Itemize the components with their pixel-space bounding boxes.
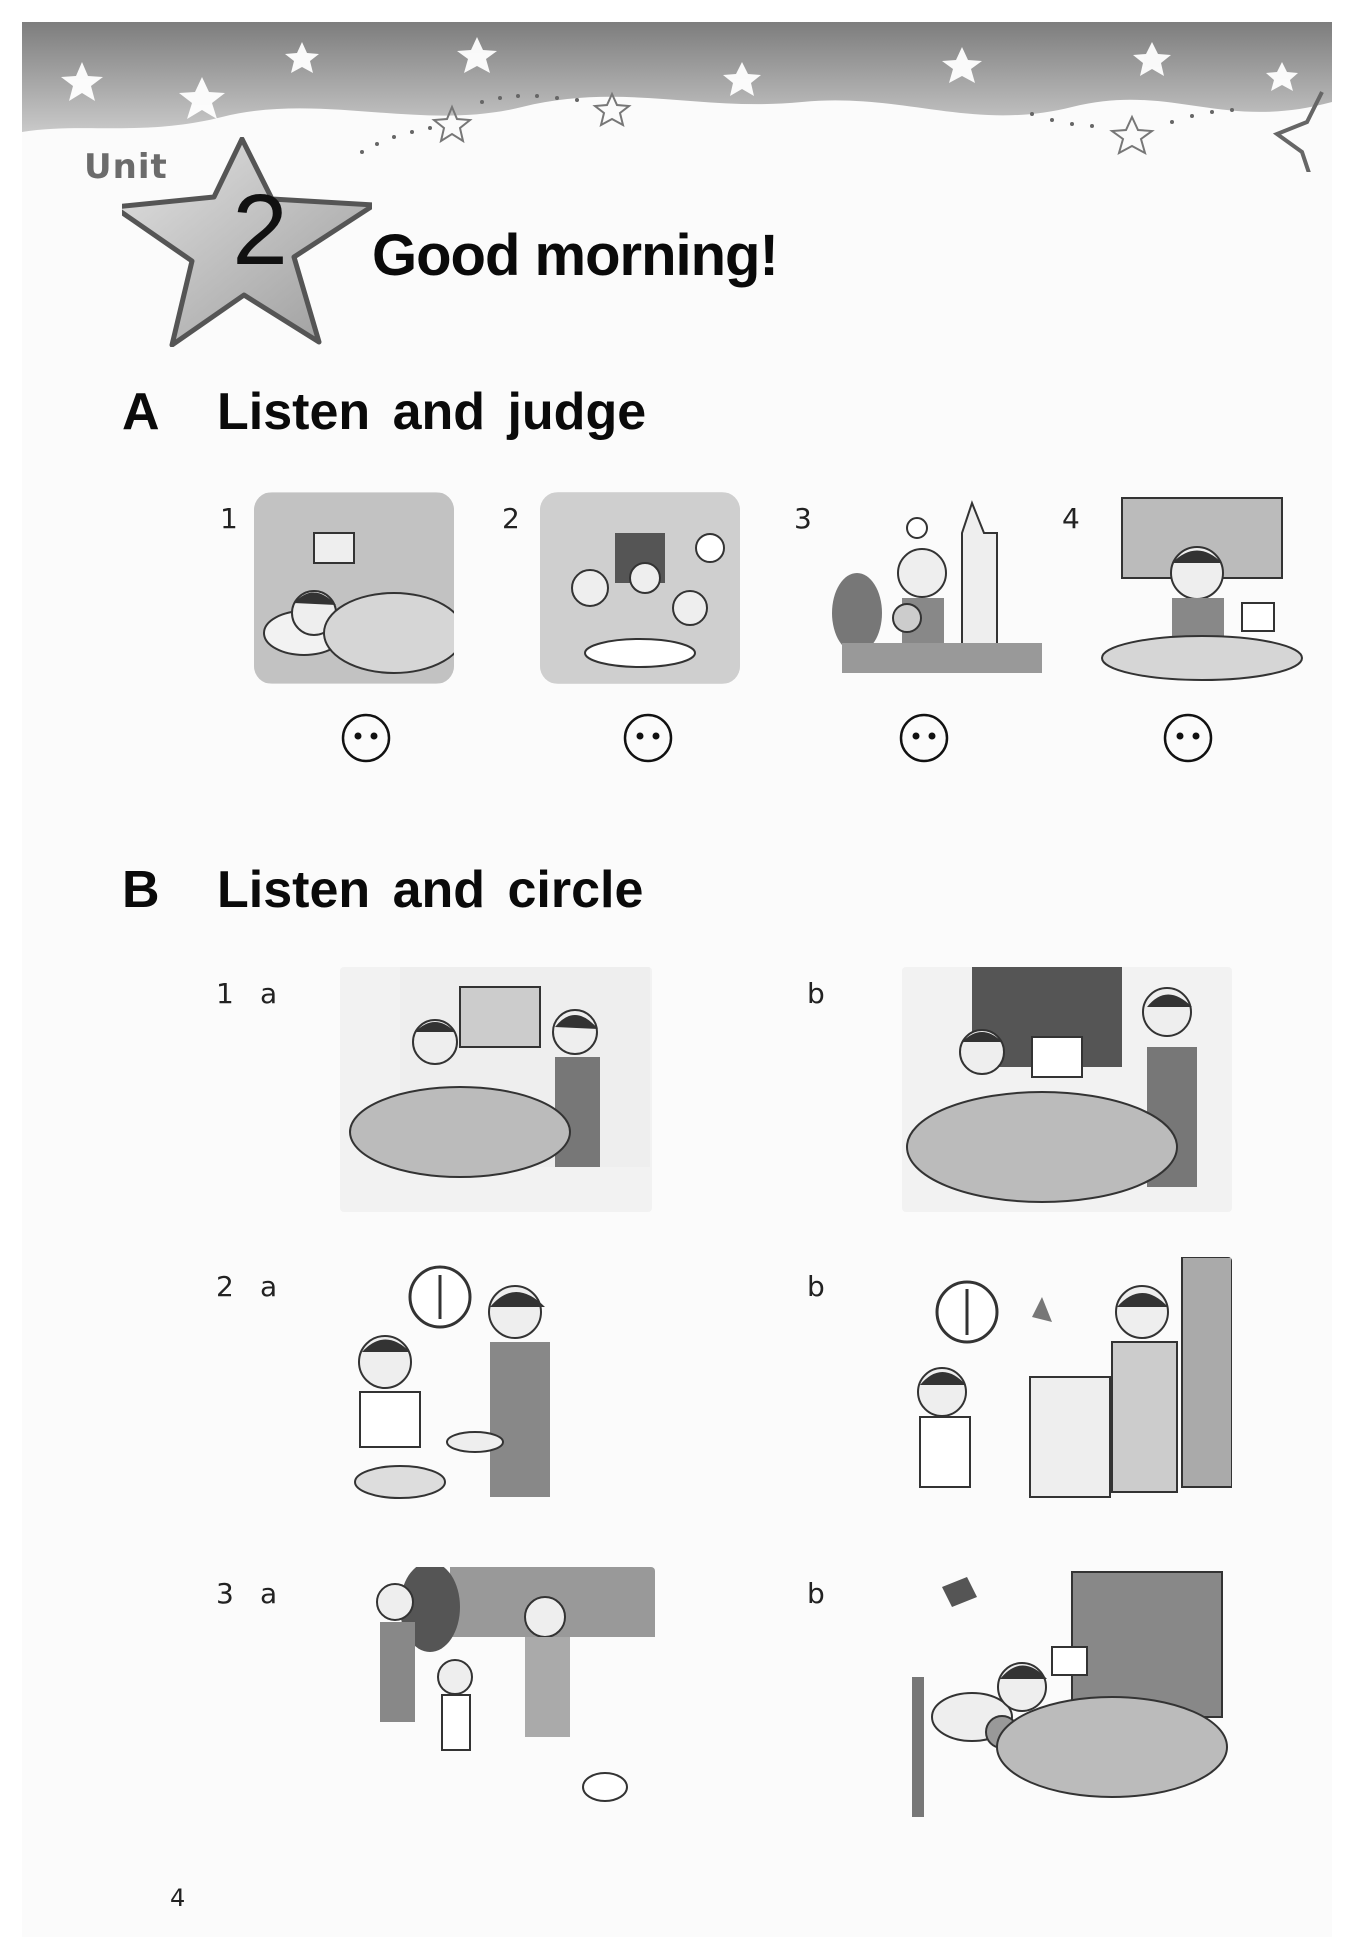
- page-title: Good morning!: [372, 223, 778, 288]
- item-number: 4: [1062, 502, 1080, 535]
- picture-sleeping-child: [254, 492, 454, 684]
- picture-girl-outdoors: [822, 492, 1054, 684]
- item-number: 1: [216, 977, 234, 1010]
- option-a-label[interactable]: a: [260, 1270, 278, 1303]
- picture-2b[interactable]: [902, 1257, 1232, 1502]
- picture-family-dinner: [540, 492, 740, 684]
- picture-2a[interactable]: [340, 1257, 610, 1502]
- section-b-title: Listen and circle: [217, 861, 644, 919]
- picture-girl-waking: [1092, 492, 1312, 684]
- item-number: 2: [216, 1270, 234, 1303]
- workbook-page: [22, 22, 1332, 1937]
- picture-1b[interactable]: [902, 967, 1232, 1212]
- neutral-face-icon[interactable]: [898, 712, 950, 764]
- option-b-label[interactable]: b: [807, 1270, 825, 1303]
- item-number: 3: [216, 1577, 234, 1610]
- option-a-label[interactable]: a: [260, 1577, 278, 1610]
- option-a-label[interactable]: a: [260, 977, 278, 1010]
- option-b-label[interactable]: b: [807, 977, 825, 1010]
- page-number: 4: [170, 1884, 186, 1912]
- option-b-label[interactable]: b: [807, 1577, 825, 1610]
- neutral-face-icon[interactable]: [340, 712, 392, 764]
- section-b-heading: [122, 860, 643, 920]
- unit-number: 2: [232, 174, 288, 286]
- neutral-face-icon[interactable]: [1162, 712, 1214, 764]
- item-number: 2: [502, 502, 520, 535]
- picture-3b[interactable]: [902, 1567, 1232, 1822]
- item-number: 3: [794, 502, 812, 535]
- section-a-letter: A: [122, 383, 160, 441]
- neutral-face-icon[interactable]: [622, 712, 674, 764]
- section-a-heading: [122, 382, 646, 442]
- picture-3a[interactable]: [340, 1567, 655, 1812]
- unit-label: Unit: [84, 147, 168, 187]
- item-number: 1: [220, 502, 238, 535]
- section-b-letter: B: [122, 861, 160, 919]
- picture-1a[interactable]: [340, 967, 652, 1212]
- section-a-title: Listen and judge: [217, 383, 647, 441]
